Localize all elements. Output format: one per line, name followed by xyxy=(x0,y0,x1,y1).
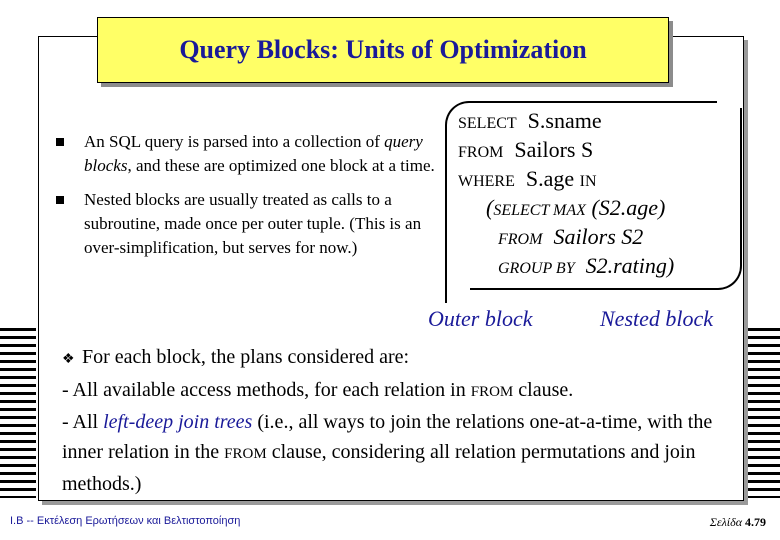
outer-block-caption: Outer block xyxy=(428,306,533,331)
body-line-2: - All available access methods, for each relation in FROM clause. xyxy=(62,379,574,401)
nested-block-caption: Nested block xyxy=(600,306,714,331)
sql-line-select: SELECT S.sname xyxy=(458,108,602,133)
sql-line-from: FROM Sailors S xyxy=(458,137,594,162)
bullet-text: An SQL query is parsed into a collection of xyxy=(84,132,385,151)
sql-line-nested-from: FROM Sailors S2 xyxy=(498,224,644,249)
bullet-emphasis: query blocks xyxy=(84,132,423,175)
sql-line-nested-select: (SELECT MAX (S2.age) xyxy=(486,195,666,220)
body-text xyxy=(62,342,722,499)
bullet-square-icon xyxy=(56,138,64,146)
diamond-bullet-icon: ❖ xyxy=(62,352,75,367)
body-line-3: - All left-deep join trees (i.e., all ways to join the relations one-at-a-time, with the inner relation in the FROM clause, considering all relation permutations and join methods.) xyxy=(62,411,713,495)
bullet-square-icon xyxy=(56,196,64,204)
slide-title: Query Blocks: Units of Optimization xyxy=(97,17,669,83)
sql-line-where: WHERE S.age IN xyxy=(458,166,597,191)
bullet-item xyxy=(52,188,437,260)
bullet-text: , and these are optimized one block at a time. xyxy=(127,156,435,175)
bullet-list xyxy=(52,130,437,260)
footer-course: I.B -- Εκτέλεση Ερωτήσεων και Βελτιστοποίηση xyxy=(10,515,241,527)
sql-line-nested-groupby: GROUP BY S2.rating) xyxy=(498,253,675,278)
bullet-text: Nested blocks are usually treated as calls to a subroutine, made once per outer tuple. (This is an over-simplification, but serves for now.) xyxy=(84,190,422,257)
right-stripes xyxy=(746,328,780,498)
bullet-item xyxy=(52,130,437,178)
body-line-1: ❖ For each block, the plans considered are: xyxy=(62,342,722,375)
footer-page: Σελίδα 4.79 xyxy=(709,515,766,529)
left-stripes xyxy=(0,328,36,498)
